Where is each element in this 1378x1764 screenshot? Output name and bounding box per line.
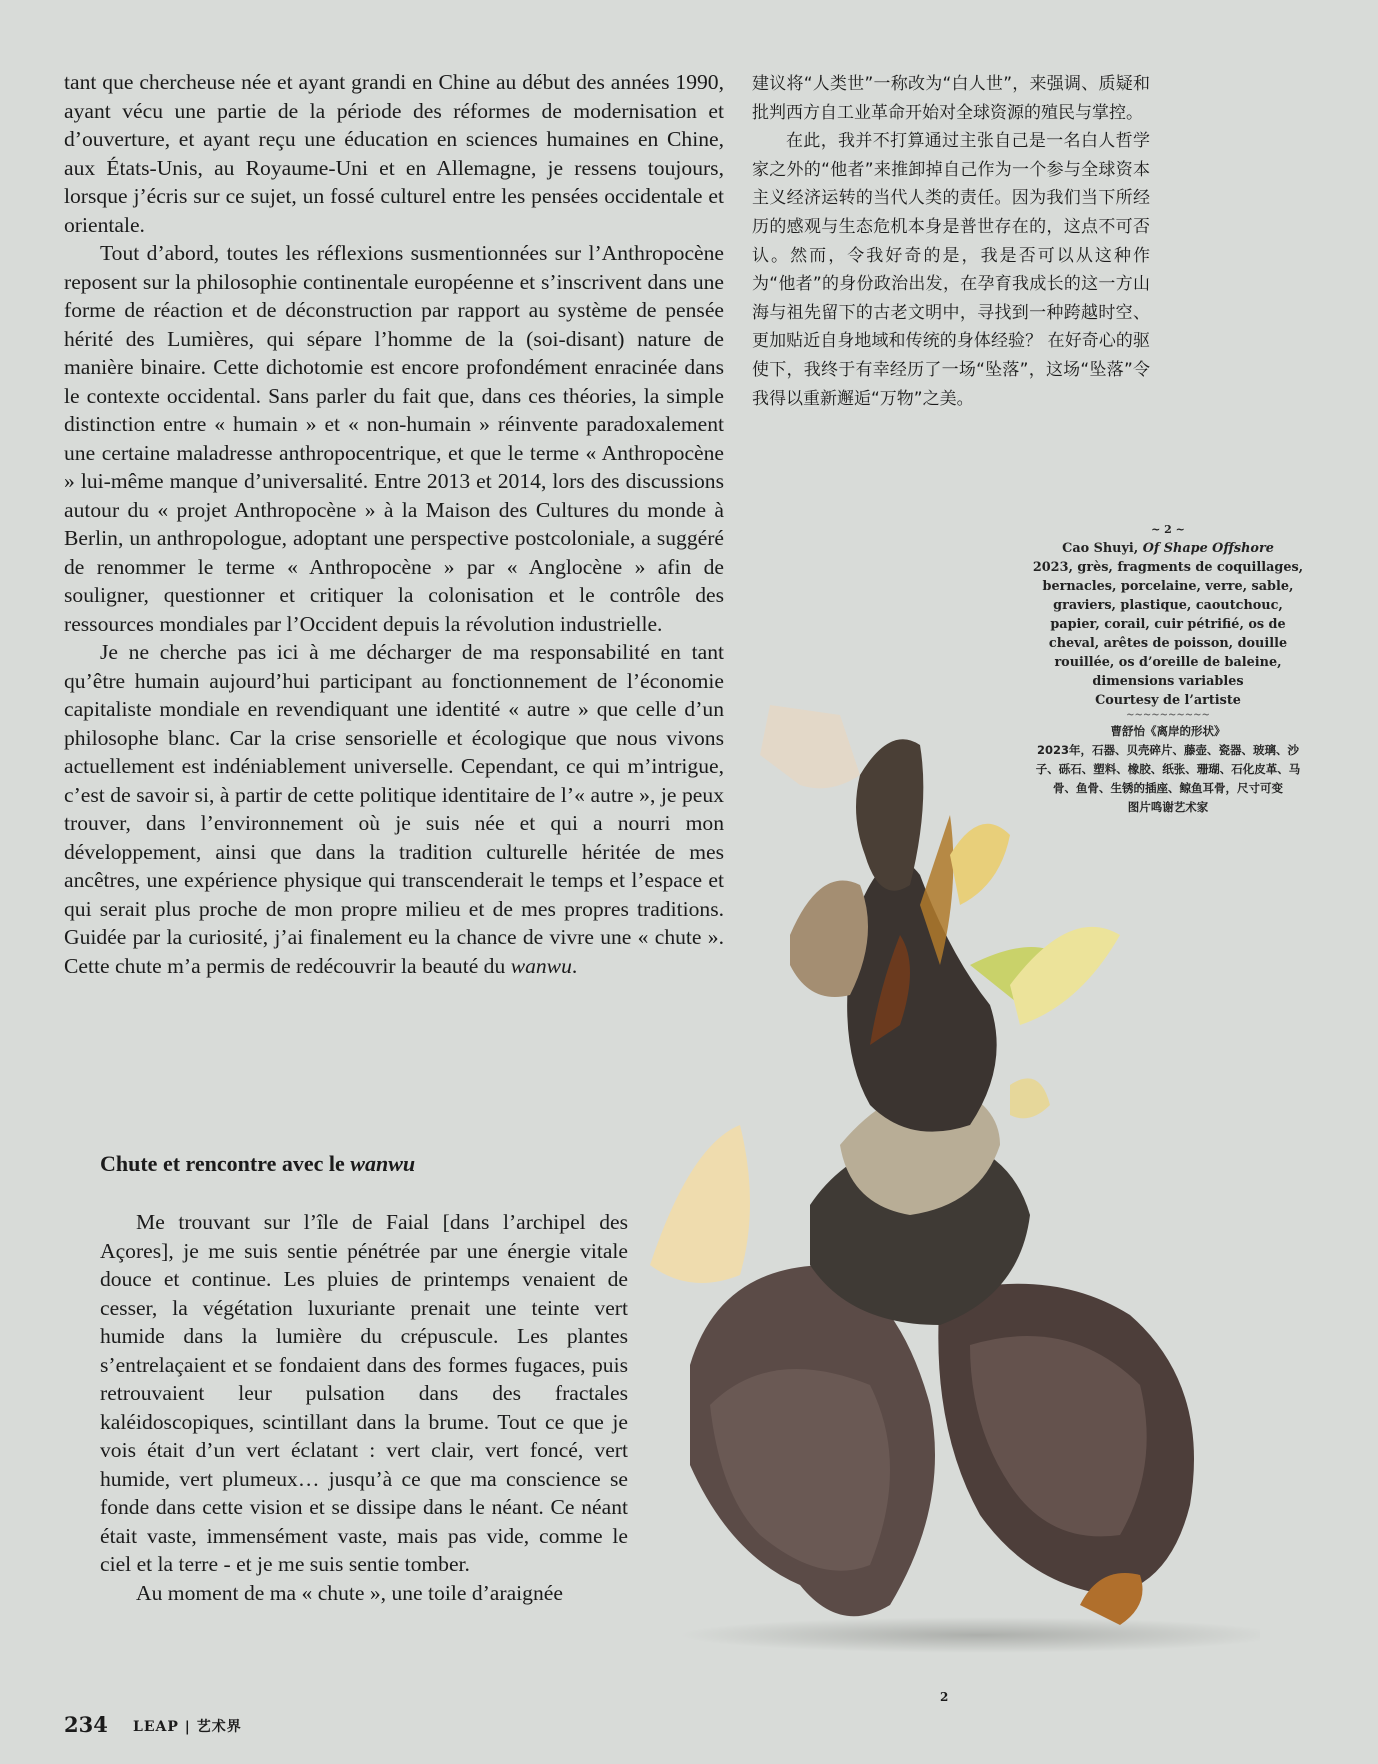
chinese-column: [752, 70, 1150, 413]
sculpture-image: [650, 705, 1260, 1655]
magazine-name: LEAP | 艺术界: [133, 1719, 242, 1735]
section-heading-text: Chute et rencontre avec le: [100, 1151, 351, 1176]
caption-number: ~ 2 ~: [1151, 523, 1185, 536]
paragraph-intro: tant que chercheuse née et ayant grandi en Chine au début des années 1990, ayant vécu une partie de la période des réformes de modernisation et d’ouverture, et ayant reçu une éducation en sciences humaines en Chine, aux États-Unis, au Royaume-Uni et en Allemagne, je ressens toujours, lorsque j’écris sur ce sujet, un fossé culturel entre les pensées occidentale et orientale.: [64, 70, 724, 237]
caption-zh-details: 2023年，石器、贝壳碎片、藤壶、瓷器、玻璃、沙子、砾石、塑料、橡胶、纸张、珊瑚、石化皮革、马骨、鱼骨、生锈的插座、鲸鱼耳骨，尺寸可变: [1035, 743, 1301, 795]
caption-credit: Courtesy de l’artiste: [1095, 693, 1241, 708]
caption-zh-title: 曹舒怡《离岸的形状》: [1110, 724, 1226, 738]
paragraph-identity-text: Je ne cherche pas ici à me décharger de ma responsabilité en tant qu’être humain aujourd’hui participant au fonctionnement de l’économie capitaliste mondiale en revendiquant une identité « autre » que celle d’un philosophe blanc. Car la crise sensorielle et écologique que nous vivons actuellement est indéniablement universelle. Cependant, ce qui m’intrigue, c’est de savoir si, à partir de cette politique identitaire de l’« autre », je peux trouver, dans l’environnement où je suis née et qui a nourri mon développement, ainsi que dans la tradition culturelle héritée de mes ancêtres, une expérience physique qui transcenderait le temps et l’espace et qui serait plus proche de mon propre milieu et de mes propres traditions. Guidée par la curiosité, j’ai finalement eu la chance de vivre une « chute ». Cette chute m’a permis de redécouvrir la beauté du: [64, 640, 724, 978]
paragraph-identity: [64, 638, 724, 980]
page-number: 234: [64, 1712, 108, 1737]
section-heading: [100, 1150, 660, 1178]
paragraph-identity-end: .: [571, 953, 578, 978]
caption-details: 2023, grès, fragments de coquillages, bernacles, porcelaine, verre, sable, graviers, plastique, caoutchouc, papier, corail, cuir pétrifié, os de cheval, arêtes de poisson, douille rouillée, os d’oreille de baleine, dimensions variables: [1032, 560, 1304, 689]
chinese-paragraph-2: 在此，我并不打算通过主张自己是一名白人哲学家之外的“他者”来推卸掉自己作为一个参与全球资本主义经济运转的当代人类的责任。因为我们当下所经历的感观与生态危机本身是普世存在的，这点不可否认。然而，令我好奇的是，我是否可以从这种作为“他者”的身份政治出发，在孕育我成长的这一方山海与祖先留下的古老文明中，寻找到一种跨越时空、更加贴近自身地域和传统的身体经验？ 在好奇心的驱使下，我终于有幸经历了一场“坠落”，这场“坠落”令我得以重新邂逅“万物”之美。: [752, 131, 1150, 409]
section-heading-italic: wanwu: [350, 1151, 416, 1176]
caption-title: Of Shape Offshore: [1142, 541, 1274, 556]
caption-artist: Cao Shuyi,: [1062, 541, 1143, 556]
chinese-paragraph-1: 建议将“人类世”一称改为“白人世”，来强调、质疑和批判西方自工业革命开始对全球资源的殖民与掌控。: [752, 74, 1150, 123]
wanwu-italic: wanwu: [510, 953, 572, 978]
french-column-lower: [100, 1208, 628, 1607]
figure-number: 2: [940, 1690, 949, 1704]
caption-separator: ~~~~~~~~~~: [1126, 710, 1210, 721]
paragraph-anthropocene: Tout d’abord, toutes les réflexions susmentionnées sur l’Anthropocène reposent sur la philosophie continentale européenne et s’inscrivent dans une forme de réaction et de déconstruction par rapport au système de pensée hérité des Lumières, qui sépare l’homme de la (soi-disant) nature de manière binaire. Cette dichotomie est encore profondément enracinée dans le contexte occidental. Sans parler du fait que, dans ces théories, la simple distinction entre « humain » et « non-humain » réinvente paradoxalement une certaine maladresse anthropocentrique, et que le terme « Anthropocène » lui-même manque d’universalité. Entre 2013 et 2014, lors des discussions autour du « projet Anthropocène » à la Maison des Cultures du monde à Berlin, un anthropologue, adoptant une perspective postcoloniale, a suggéré de renommer le terme « Anthropocène » par « Anglocène » afin de souligner, questionner et critiquer la colonisation et le contrôle des ressources mondiales par l’Occident depuis la révolution industrielle.: [64, 241, 724, 636]
french-column: [64, 68, 724, 980]
caption-zh-credit: 图片鸣谢艺术家: [1127, 800, 1209, 814]
paragraph-chute: Au moment de ma « chute », une toile d’araignée: [136, 1580, 563, 1605]
caption-artist-title: [1028, 539, 1308, 558]
paragraph-faial: Me trouvant sur l’île de Faial [dans l’archipel des Açores], je me suis sentie pénétrée par une énergie vitale douce et continue. Les pluies de printemps venaient de cesser, la végétation luxuriante prenait une teinte vert humide dans la lumière du crépuscule. Les plantes s’entrelaçaient et se fondaient dans des formes fugaces, puis retrouvaient leur pulsation dans des fractales kaléidoscopiques, scintillant dans la brume. Tout ce que je vois était d’un vert éclatant : vert clair, vert foncé, vert humide, vert plumeux… jusqu’à ce que ma conscience se fonde dans cette vision et se dissipe dans le néant. Ce néant était vaste, immensément vaste, mais pas vide, comme le ciel et la terre - et je me suis sentie tomber.: [100, 1210, 628, 1576]
